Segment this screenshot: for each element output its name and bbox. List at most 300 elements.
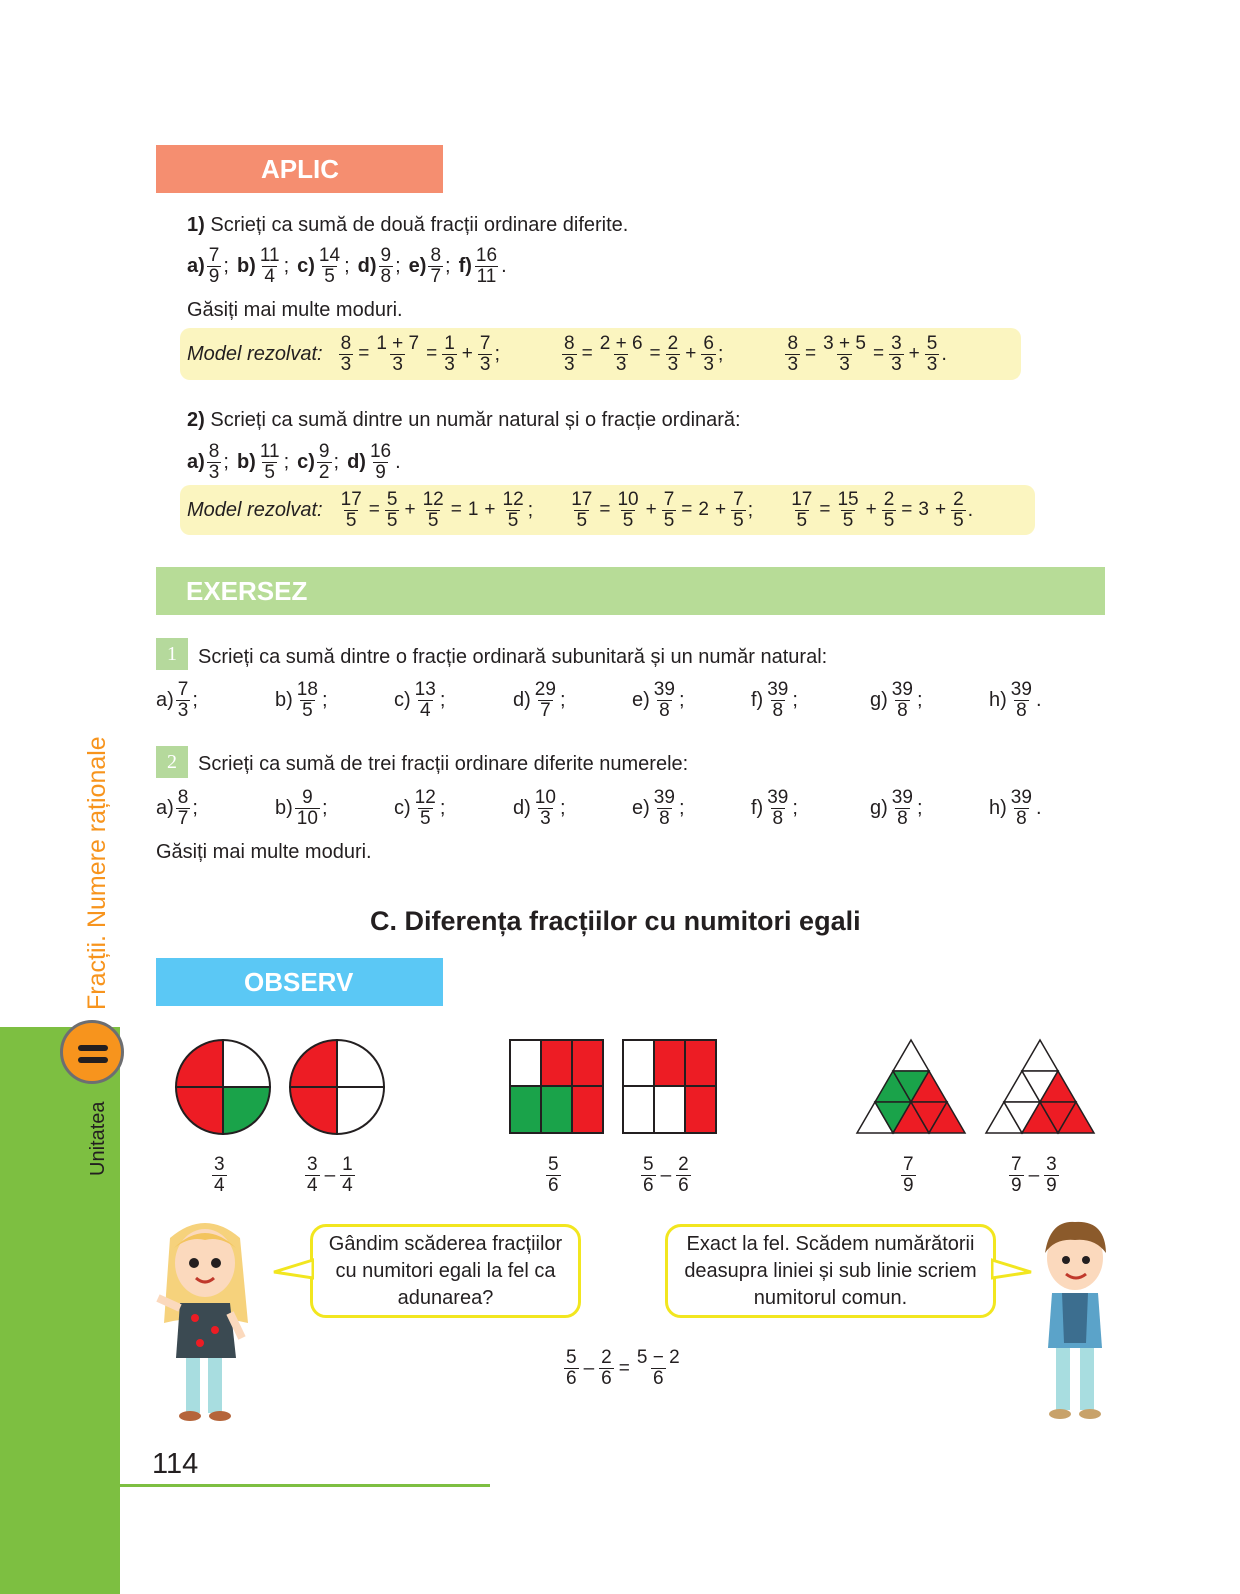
- speech-bubble-boy-tail: [991, 1258, 1033, 1280]
- fraction-denominator: 2: [318, 462, 330, 483]
- item-label: e): [632, 689, 650, 711]
- fraction-denominator: 5: [842, 509, 854, 531]
- operator: –: [660, 1164, 672, 1186]
- fraction-denominator: 6: [601, 1368, 612, 1389]
- operator: –: [324, 1164, 336, 1186]
- exersez-ex2-number: 2: [156, 746, 188, 778]
- aplic-ex1-more: Găsiți mai multe moduri.: [187, 299, 403, 321]
- circle-half: [290, 1040, 384, 1134]
- fraction-denominator: 3: [540, 808, 551, 829]
- fraction-numerator: 8: [340, 332, 352, 354]
- item-label: d): [513, 797, 531, 819]
- item-separator: ;: [223, 255, 229, 277]
- operator: +: [645, 499, 657, 520]
- operator: =: [368, 499, 380, 520]
- caption-circle-2: [303, 1155, 357, 1196]
- fraction-denominator: 9: [208, 266, 220, 287]
- fraction: [765, 788, 790, 829]
- operator: =: [819, 499, 831, 520]
- fraction: [385, 490, 400, 531]
- fraction: [731, 490, 746, 531]
- aplic-ex2-items: [187, 442, 409, 483]
- page-number-rule: [120, 1484, 490, 1487]
- fraction-denominator: 5: [953, 509, 964, 531]
- fraction: [701, 334, 716, 375]
- fraction-denominator: 5: [796, 509, 808, 531]
- fraction: [442, 334, 457, 375]
- fraction-denominator: 3: [392, 353, 403, 375]
- item-label: a): [156, 797, 174, 819]
- fraction-numerator: 8: [177, 787, 189, 808]
- item-separator: ;: [439, 797, 446, 819]
- fraction: [176, 788, 191, 829]
- item-label: d): [513, 689, 531, 711]
- fraction-denominator: 5: [663, 509, 675, 531]
- item-separator: ;: [283, 451, 290, 473]
- fraction-numerator: 39: [1010, 787, 1032, 808]
- item-label: a): [187, 451, 205, 473]
- aplic-ex1-model-label: Model rezolvat:: [187, 342, 323, 365]
- whole-number: 3: [918, 499, 929, 520]
- fraction-denominator: 3: [564, 353, 575, 375]
- aplic-ex1-items: [187, 246, 515, 287]
- fraction-numerator: 5 − 2: [636, 1347, 680, 1368]
- fraction-denominator: 5: [264, 462, 275, 483]
- fraction: [305, 1155, 320, 1196]
- fraction: [295, 680, 320, 721]
- fraction: [641, 1155, 656, 1196]
- fraction: [662, 490, 677, 531]
- operator: =: [599, 499, 611, 520]
- model-end: .: [967, 498, 974, 521]
- side-chapter-title: Fracții. Numere raționale: [83, 736, 111, 1010]
- aplic-ex2-number: 2): [187, 409, 205, 431]
- fraction-numerator: 8: [564, 332, 575, 354]
- fraction-denominator: 3: [479, 353, 491, 375]
- fraction-numerator: 3 + 5: [823, 332, 866, 354]
- fraction-denominator: 3: [839, 353, 850, 375]
- exersez-ex2-items: [156, 788, 1108, 829]
- model-end: .: [941, 342, 947, 365]
- item-separator: ;: [321, 689, 328, 711]
- circle-three-quarters: [176, 1040, 270, 1134]
- fraction: [666, 334, 681, 375]
- fraction-denominator: 4: [342, 1175, 353, 1196]
- item-label: f): [458, 255, 472, 277]
- item-label: h): [989, 689, 1007, 711]
- fraction: [474, 246, 499, 287]
- unit-badge-icon: [78, 1045, 108, 1051]
- fraction-denominator: 4: [307, 1175, 318, 1196]
- fraction: [925, 334, 940, 375]
- fraction: [212, 1155, 227, 1196]
- fraction-numerator: 3: [1046, 1154, 1057, 1175]
- fraction: [340, 1155, 355, 1196]
- fraction-numerator: 12: [422, 488, 444, 510]
- fraction: [676, 1155, 691, 1196]
- fraction-numerator: 5: [386, 488, 398, 510]
- item-label: b): [236, 451, 256, 473]
- caption-triangle-1: [899, 1155, 918, 1196]
- speech-bubble-girl-text: Gândim scăderea fracțiilor cu numitori egali la fel ca adunarea?: [328, 1232, 563, 1309]
- fraction-numerator: 39: [653, 679, 675, 700]
- fraction-denominator: 7: [177, 808, 189, 829]
- exercise-item: [394, 680, 513, 721]
- item-label: a): [156, 689, 174, 711]
- fraction-numerator: 39: [767, 787, 789, 808]
- operator: =: [618, 1357, 630, 1379]
- item-separator: ;: [395, 255, 401, 277]
- fraction-numerator: 11: [259, 245, 280, 266]
- fraction-denominator: 10: [296, 808, 318, 829]
- exercise-item: [989, 680, 1108, 721]
- exercise-item: [237, 246, 289, 287]
- item-label: b): [275, 689, 293, 711]
- item-label: b): [236, 255, 256, 277]
- fraction-denominator: 4: [419, 700, 431, 721]
- fraction: [317, 442, 332, 483]
- operator: +: [865, 499, 877, 520]
- fraction: [1044, 1155, 1059, 1196]
- fraction: [882, 490, 897, 531]
- exercise-item: [751, 680, 870, 721]
- exersez-ex2-more: Găsiți mai multe moduri.: [156, 841, 372, 863]
- exercise-item: [870, 680, 989, 721]
- fraction-numerator: 9: [302, 787, 313, 808]
- fraction-numerator: 7: [479, 332, 491, 354]
- fraction-numerator: 6: [703, 332, 714, 354]
- operator: =: [649, 343, 661, 364]
- exersez-ex1-number: 1: [156, 638, 188, 670]
- speech-bubble-boy: [665, 1224, 996, 1318]
- fraction-numerator: 7: [177, 679, 189, 700]
- fraction-denominator: 6: [678, 1175, 689, 1196]
- model-equation: [783, 334, 946, 375]
- fraction: [890, 680, 915, 721]
- fraction-numerator: 5: [926, 332, 938, 354]
- fraction-numerator: 5: [566, 1347, 577, 1368]
- exercise-item: [394, 788, 513, 829]
- triangle-four-ninths: [986, 1040, 1094, 1133]
- observ-banner: [156, 958, 443, 1006]
- fraction: [569, 490, 594, 531]
- fraction-denominator: 3: [444, 353, 455, 375]
- operator: –: [1028, 1164, 1040, 1186]
- exersez-ex1-text: Scrieți ca sumă dintre o fracție ordinară subunitară și un număr natural:: [198, 646, 828, 668]
- fraction-denominator: 8: [772, 808, 784, 829]
- fraction: [478, 334, 493, 375]
- fraction-denominator: 5: [883, 509, 895, 531]
- exersez-ex2-text: Scrieți ca sumă de trei fracții ordinare diferite numerele:: [198, 753, 689, 775]
- operator: –: [583, 1357, 595, 1379]
- item-separator: ;: [916, 689, 923, 711]
- exercise-item: [409, 246, 451, 287]
- whole-number: 2: [698, 499, 709, 520]
- fraction-denominator: 3: [926, 353, 938, 375]
- item-separator: ;: [792, 797, 798, 819]
- item-separator: ;: [321, 797, 328, 819]
- fraction: [652, 788, 677, 829]
- item-label: a): [187, 255, 205, 277]
- fraction-denominator: 8: [659, 808, 670, 829]
- operator: +: [685, 343, 697, 364]
- fraction-numerator: 14: [318, 245, 341, 266]
- fraction-numerator: 10: [617, 488, 639, 510]
- aplic-ex2-model: [187, 488, 973, 532]
- exercise-item: [237, 442, 289, 483]
- item-label: c): [394, 689, 411, 711]
- item-label: g): [870, 689, 888, 711]
- fraction-denominator: 5: [427, 509, 439, 531]
- item-separator: ;: [916, 797, 923, 819]
- exercise-item: [156, 680, 275, 721]
- model-end: ;: [717, 342, 724, 365]
- item-separator: .: [501, 255, 507, 277]
- fraction-denominator: 3: [340, 353, 352, 375]
- fraction: [374, 334, 421, 375]
- fraction: [901, 1155, 916, 1196]
- fraction-denominator: 5: [386, 509, 398, 531]
- fraction: [258, 442, 282, 483]
- fraction-denominator: 5: [622, 509, 634, 531]
- item-separator: .: [1035, 797, 1042, 819]
- fraction-denominator: 8: [380, 266, 392, 287]
- caption-circle-1: [210, 1155, 229, 1196]
- item-label: f): [751, 689, 764, 711]
- fraction: [413, 680, 438, 721]
- fraction: [379, 246, 394, 287]
- fraction: [652, 680, 677, 721]
- exersez-ex1-items: [156, 680, 1108, 721]
- exercise-item: [347, 442, 401, 483]
- fraction: [599, 1348, 614, 1389]
- fraction-numerator: 3: [891, 332, 902, 354]
- aplic-ex2-model-label: Model rezolvat:: [187, 498, 323, 521]
- aplic-ex1-number: 1): [187, 214, 205, 236]
- fraction-denominator: 8: [897, 700, 908, 721]
- fraction-numerator: 2: [678, 1154, 689, 1175]
- item-label: f): [751, 797, 764, 819]
- fraction: [951, 490, 966, 531]
- fraction-denominator: 7: [430, 266, 442, 287]
- fraction-denominator: 4: [264, 266, 275, 287]
- fraction-numerator: 1: [444, 332, 455, 354]
- exersez-banner: [156, 567, 1105, 615]
- item-label: e): [408, 255, 427, 277]
- aplic-title: APLIC: [261, 154, 339, 184]
- fraction-denominator: 7: [540, 700, 551, 721]
- operator: =: [358, 343, 370, 364]
- exercise-item: [513, 680, 632, 721]
- fraction: [789, 490, 814, 531]
- fraction: [785, 334, 800, 375]
- aplic-banner: [156, 145, 443, 193]
- exercise-item: [275, 680, 394, 721]
- item-label: g): [870, 797, 888, 819]
- item-label: b): [275, 797, 293, 819]
- fraction-numerator: 1 + 7: [376, 332, 420, 354]
- operator: +: [484, 499, 496, 520]
- fraction: [1009, 788, 1034, 829]
- observ-equation: [562, 1348, 684, 1389]
- item-label: d): [357, 255, 377, 277]
- item-separator: .: [395, 451, 401, 473]
- item-separator: ;: [439, 689, 446, 711]
- operator: =: [581, 343, 593, 364]
- fraction-denominator: 6: [566, 1368, 577, 1389]
- fraction: [533, 788, 558, 829]
- fraction-numerator: 3: [214, 1154, 225, 1175]
- item-label: c): [297, 451, 315, 473]
- aplic-ex1-text: Scrieți ca sumă de două fracții ordinare diferite.: [210, 214, 629, 236]
- exercise-item: [275, 788, 394, 829]
- fraction: [615, 490, 640, 531]
- fraction-numerator: 15: [837, 488, 859, 510]
- fraction-numerator: 12: [414, 787, 436, 808]
- fraction-numerator: 16: [475, 245, 498, 266]
- aplic-ex1-statement: [187, 213, 628, 237]
- caption-grid-1: [544, 1155, 563, 1196]
- fraction-denominator: 5: [507, 509, 519, 531]
- fraction-numerator: 5: [548, 1154, 559, 1175]
- fraction-denominator: 3: [667, 353, 679, 375]
- fraction-numerator: 9: [318, 441, 330, 462]
- fraction-denominator: 11: [476, 266, 497, 287]
- fraction: [295, 788, 320, 829]
- fraction-denominator: 3: [615, 353, 627, 375]
- item-separator: ;: [333, 451, 340, 473]
- triangle-seven-ninths: [857, 1040, 965, 1133]
- fraction-numerator: 7: [208, 245, 220, 266]
- unit-badge: [60, 1020, 124, 1084]
- fraction-denominator: 3: [787, 353, 799, 375]
- fraction-denominator: 6: [643, 1175, 654, 1196]
- item-label: e): [632, 797, 650, 819]
- fraction: [835, 490, 860, 531]
- model-equation: [787, 490, 973, 531]
- fraction-denominator: 3: [703, 353, 714, 375]
- exercise-item: [297, 442, 339, 483]
- fraction-denominator: 5: [733, 509, 744, 531]
- fraction-denominator: 8: [772, 700, 784, 721]
- unit-badge-icon-bar: [78, 1057, 108, 1063]
- fraction-numerator: 39: [891, 679, 913, 700]
- fraction-numerator: 2 + 6: [599, 332, 643, 354]
- fraction-numerator: 5: [643, 1154, 654, 1175]
- observ-title: OBSERV: [244, 967, 354, 997]
- fraction-numerator: 29: [534, 679, 556, 700]
- fraction: [176, 680, 191, 721]
- fraction-numerator: 17: [791, 488, 813, 510]
- fraction-numerator: 7: [663, 488, 675, 510]
- item-separator: ;: [283, 255, 290, 277]
- fraction-numerator: 16: [369, 441, 392, 462]
- fraction-denominator: 9: [903, 1175, 914, 1196]
- fraction: [562, 334, 577, 375]
- exercise-item: [632, 680, 751, 721]
- model-end: ;: [747, 498, 754, 521]
- fraction-denominator: 8: [659, 700, 670, 721]
- fraction: [339, 490, 364, 531]
- fraction: [501, 490, 526, 531]
- item-separator: .: [1035, 689, 1042, 711]
- fraction-denominator: 5: [576, 509, 588, 531]
- fraction-denominator: 9: [375, 462, 386, 483]
- item-separator: ;: [344, 255, 350, 277]
- fraction-denominator: 3: [177, 700, 189, 721]
- fraction-numerator: 11: [259, 441, 280, 462]
- fraction-numerator: 39: [891, 787, 913, 808]
- model-equation: [337, 334, 500, 375]
- item-label: h): [989, 797, 1007, 819]
- fraction-denominator: 6: [652, 1368, 664, 1389]
- observ-figures: [160, 1030, 1110, 1145]
- operator: +: [714, 499, 727, 520]
- fraction: [564, 1348, 579, 1389]
- fraction-numerator: 2: [953, 488, 964, 510]
- fraction-denominator: 8: [1016, 700, 1027, 721]
- fraction: [546, 1155, 561, 1196]
- fraction-denominator: 5: [419, 808, 431, 829]
- fraction-numerator: 10: [534, 787, 556, 808]
- fraction-numerator: 39: [767, 679, 789, 700]
- fraction: [1009, 1155, 1024, 1196]
- exercise-item: [632, 788, 751, 829]
- fraction-numerator: 2: [883, 488, 895, 510]
- fraction-numerator: 7: [903, 1154, 914, 1175]
- fraction-denominator: 6: [548, 1175, 559, 1196]
- speech-bubble-boy-text: Exact la fel. Scădem numărătorii deasupra liniei și sub linie scriem numitorul comun.: [684, 1232, 977, 1309]
- fraction: [765, 680, 790, 721]
- aplic-ex2-statement: [187, 408, 741, 432]
- fraction-numerator: 9: [380, 245, 392, 266]
- girl-character: [150, 1218, 260, 1423]
- fraction-numerator: 7: [733, 488, 744, 510]
- fraction-denominator: 8: [897, 808, 908, 829]
- fraction: [889, 334, 904, 375]
- section-c-title: C. Diferența fracțiilor cu numitori egali: [370, 906, 861, 936]
- operator: =: [450, 499, 462, 520]
- whole-number: 1: [467, 499, 479, 520]
- fraction-denominator: 8: [1016, 808, 1027, 829]
- fraction-numerator: 12: [502, 488, 524, 510]
- item-separator: ;: [559, 797, 566, 819]
- exercise-item: [459, 246, 507, 287]
- fraction: [339, 334, 354, 375]
- fraction-denominator: 4: [214, 1175, 225, 1196]
- operator: =: [805, 343, 817, 364]
- fraction-denominator: 5: [302, 700, 313, 721]
- item-separator: ;: [559, 689, 566, 711]
- fraction-numerator: 7: [1011, 1154, 1022, 1175]
- model-equation: [567, 490, 753, 531]
- fraction-numerator: 3: [307, 1154, 318, 1175]
- item-separator: ;: [192, 797, 198, 819]
- page-number: 114: [152, 1448, 199, 1480]
- operator: +: [934, 499, 947, 520]
- fraction: [598, 334, 645, 375]
- fraction-denominator: 3: [208, 462, 220, 483]
- caption-triangle-2: [1007, 1155, 1061, 1196]
- exercise-item: [187, 246, 229, 287]
- speech-bubble-girl-tail: [272, 1258, 314, 1280]
- grid-three-sixths: [623, 1040, 716, 1133]
- model-equation: [337, 490, 534, 531]
- item-separator: ;: [678, 797, 685, 819]
- fraction-numerator: 8: [430, 245, 442, 266]
- operator: +: [908, 343, 920, 364]
- exercise-item: [187, 442, 229, 483]
